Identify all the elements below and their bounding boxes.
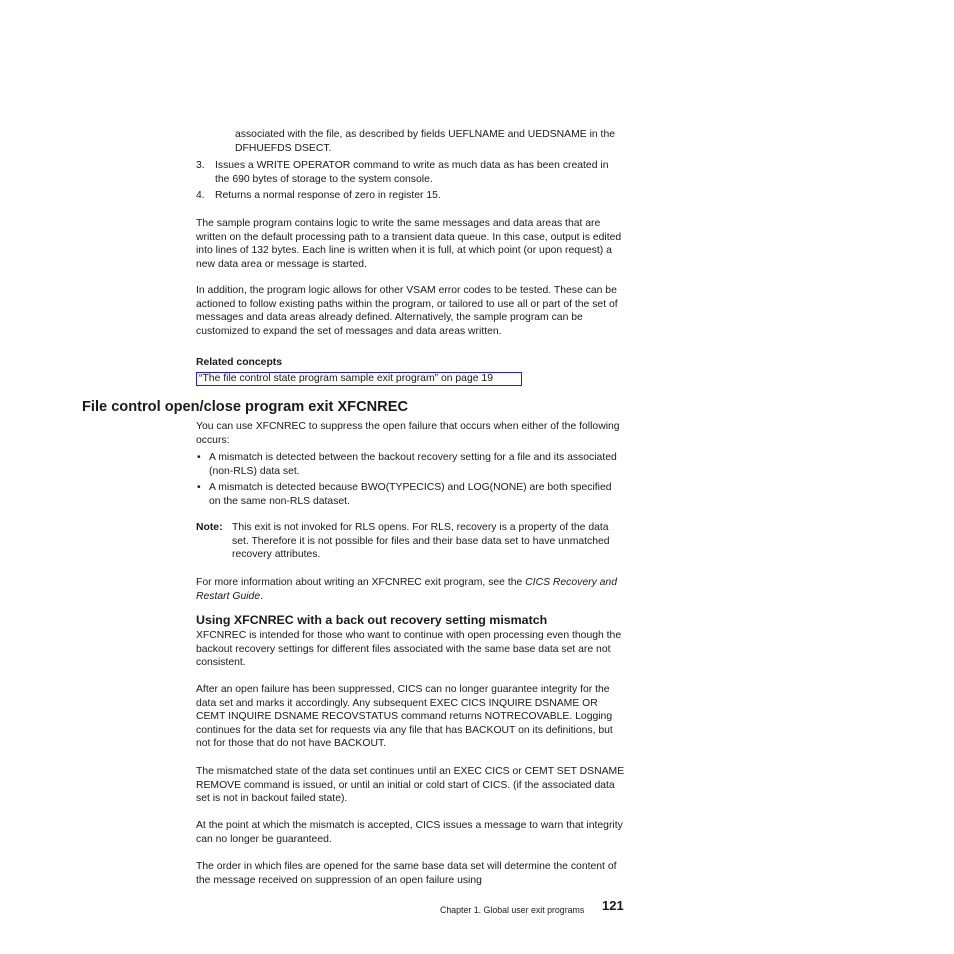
related-concepts-heading: Related concepts [196, 357, 283, 368]
book-title: CICS Recovery and Restart Guide [196, 577, 617, 602]
related-concept-link[interactable]: “The file control state program sample exit program” on page 19 [196, 372, 522, 386]
bullet-marker: • [197, 482, 201, 493]
bullet-item-text: A mismatch is detected because BWO(TYPECICS) and LOG(NONE) are both specified on the same non-RLS dataset. [209, 482, 612, 507]
subsection-paragraph: The mismatched state of the data set continues until an EXEC CICS or CEMT SET DSNAME REMOVE command is issued, or until an initial or cold start of CICS. (if the associated data set is not in backout failed state). [196, 766, 625, 805]
subsection-paragraph: At the point at which the mismatch is accepted, CICS issues a message to warn that integrity can no longer be guaranteed. [196, 820, 623, 845]
footer-chapter: Chapter 1. Global user exit programs [440, 905, 585, 915]
subsection-paragraph: After an open failure has been suppressed, CICS can no longer guarantee integrity for the data set and marks it accordingly. Any subsequent EXEC CICS INQUIRE DSNAME OR CEMT INQUIRE DSNAME RECOVSTATUS command returns NOTRECOVABLE. Logging continues for the data set for requests via any file that has BACKOUT on its definitions, but not for those that do not have BACKOUT. [196, 684, 613, 750]
subsection-paragraph: The order in which files are opened for the same base data set will determine the content of the message received on suppression of an open failure using [196, 861, 617, 886]
subsection-paragraph: XFCNREC is intended for those who want to continue with open processing even though the backout recovery settings for different files associated with the same base data set are not consistent. [196, 630, 622, 669]
more-info-suffix: . [260, 590, 263, 602]
more-info-prefix: For more information about writing an XFCNREC exit program, see the [196, 577, 526, 588]
note-text: This exit is not invoked for RLS opens. For RLS, recovery is a property of the data set. Therefore it is not possible for files and their base data set to have unmatched recovery attributes. [232, 522, 610, 561]
list-item-text: Returns a normal response of zero in register 15. [215, 190, 441, 201]
paragraph-sample-program: The sample program contains logic to write the same messages and data areas that are written on the default processing path to a transient data queue. In this case, output is edited into lines of 132 bytes. Each line is written when it is full, at which point (or upon request) a new data area or message is started. [196, 218, 622, 270]
list-item-number: 3. [196, 160, 205, 171]
more-info-paragraph [196, 576, 628, 603]
subsection-title: Using XFCNREC with a back out recovery setting mismatch [196, 613, 548, 627]
bullet-item-text: A mismatch is detected between the backout recovery setting for a file and its associated (non-RLS) data set. [209, 452, 617, 477]
list-item-number: 4. [196, 190, 205, 201]
paragraph-program-logic: In addition, the program logic allows for other VSAM error codes to be tested. These can be actioned to follow existing paths within the program, or tailored to use all or part of the set of messages and data areas already defined. Alternatively, the sample program can be customized to expand the set of messages and data areas written. [196, 285, 618, 337]
page-number: 121 [602, 898, 624, 913]
bullet-marker: • [197, 452, 201, 463]
continuation-text: associated with the file, as described by fields UEFLNAME and UEDSNAME in the DFHUEFDS DSECT. [235, 129, 616, 154]
section-intro: You can use XFCNREC to suppress the open failure that occurs when either of the following occurs: [196, 421, 620, 446]
section-title: File control open/close program exit XFCNREC [82, 399, 408, 415]
note-label: Note: [196, 522, 223, 533]
list-item-text: Issues a WRITE OPERATOR command to write as much data as has been created in the 690 bytes of storage to the system console. [215, 160, 609, 185]
